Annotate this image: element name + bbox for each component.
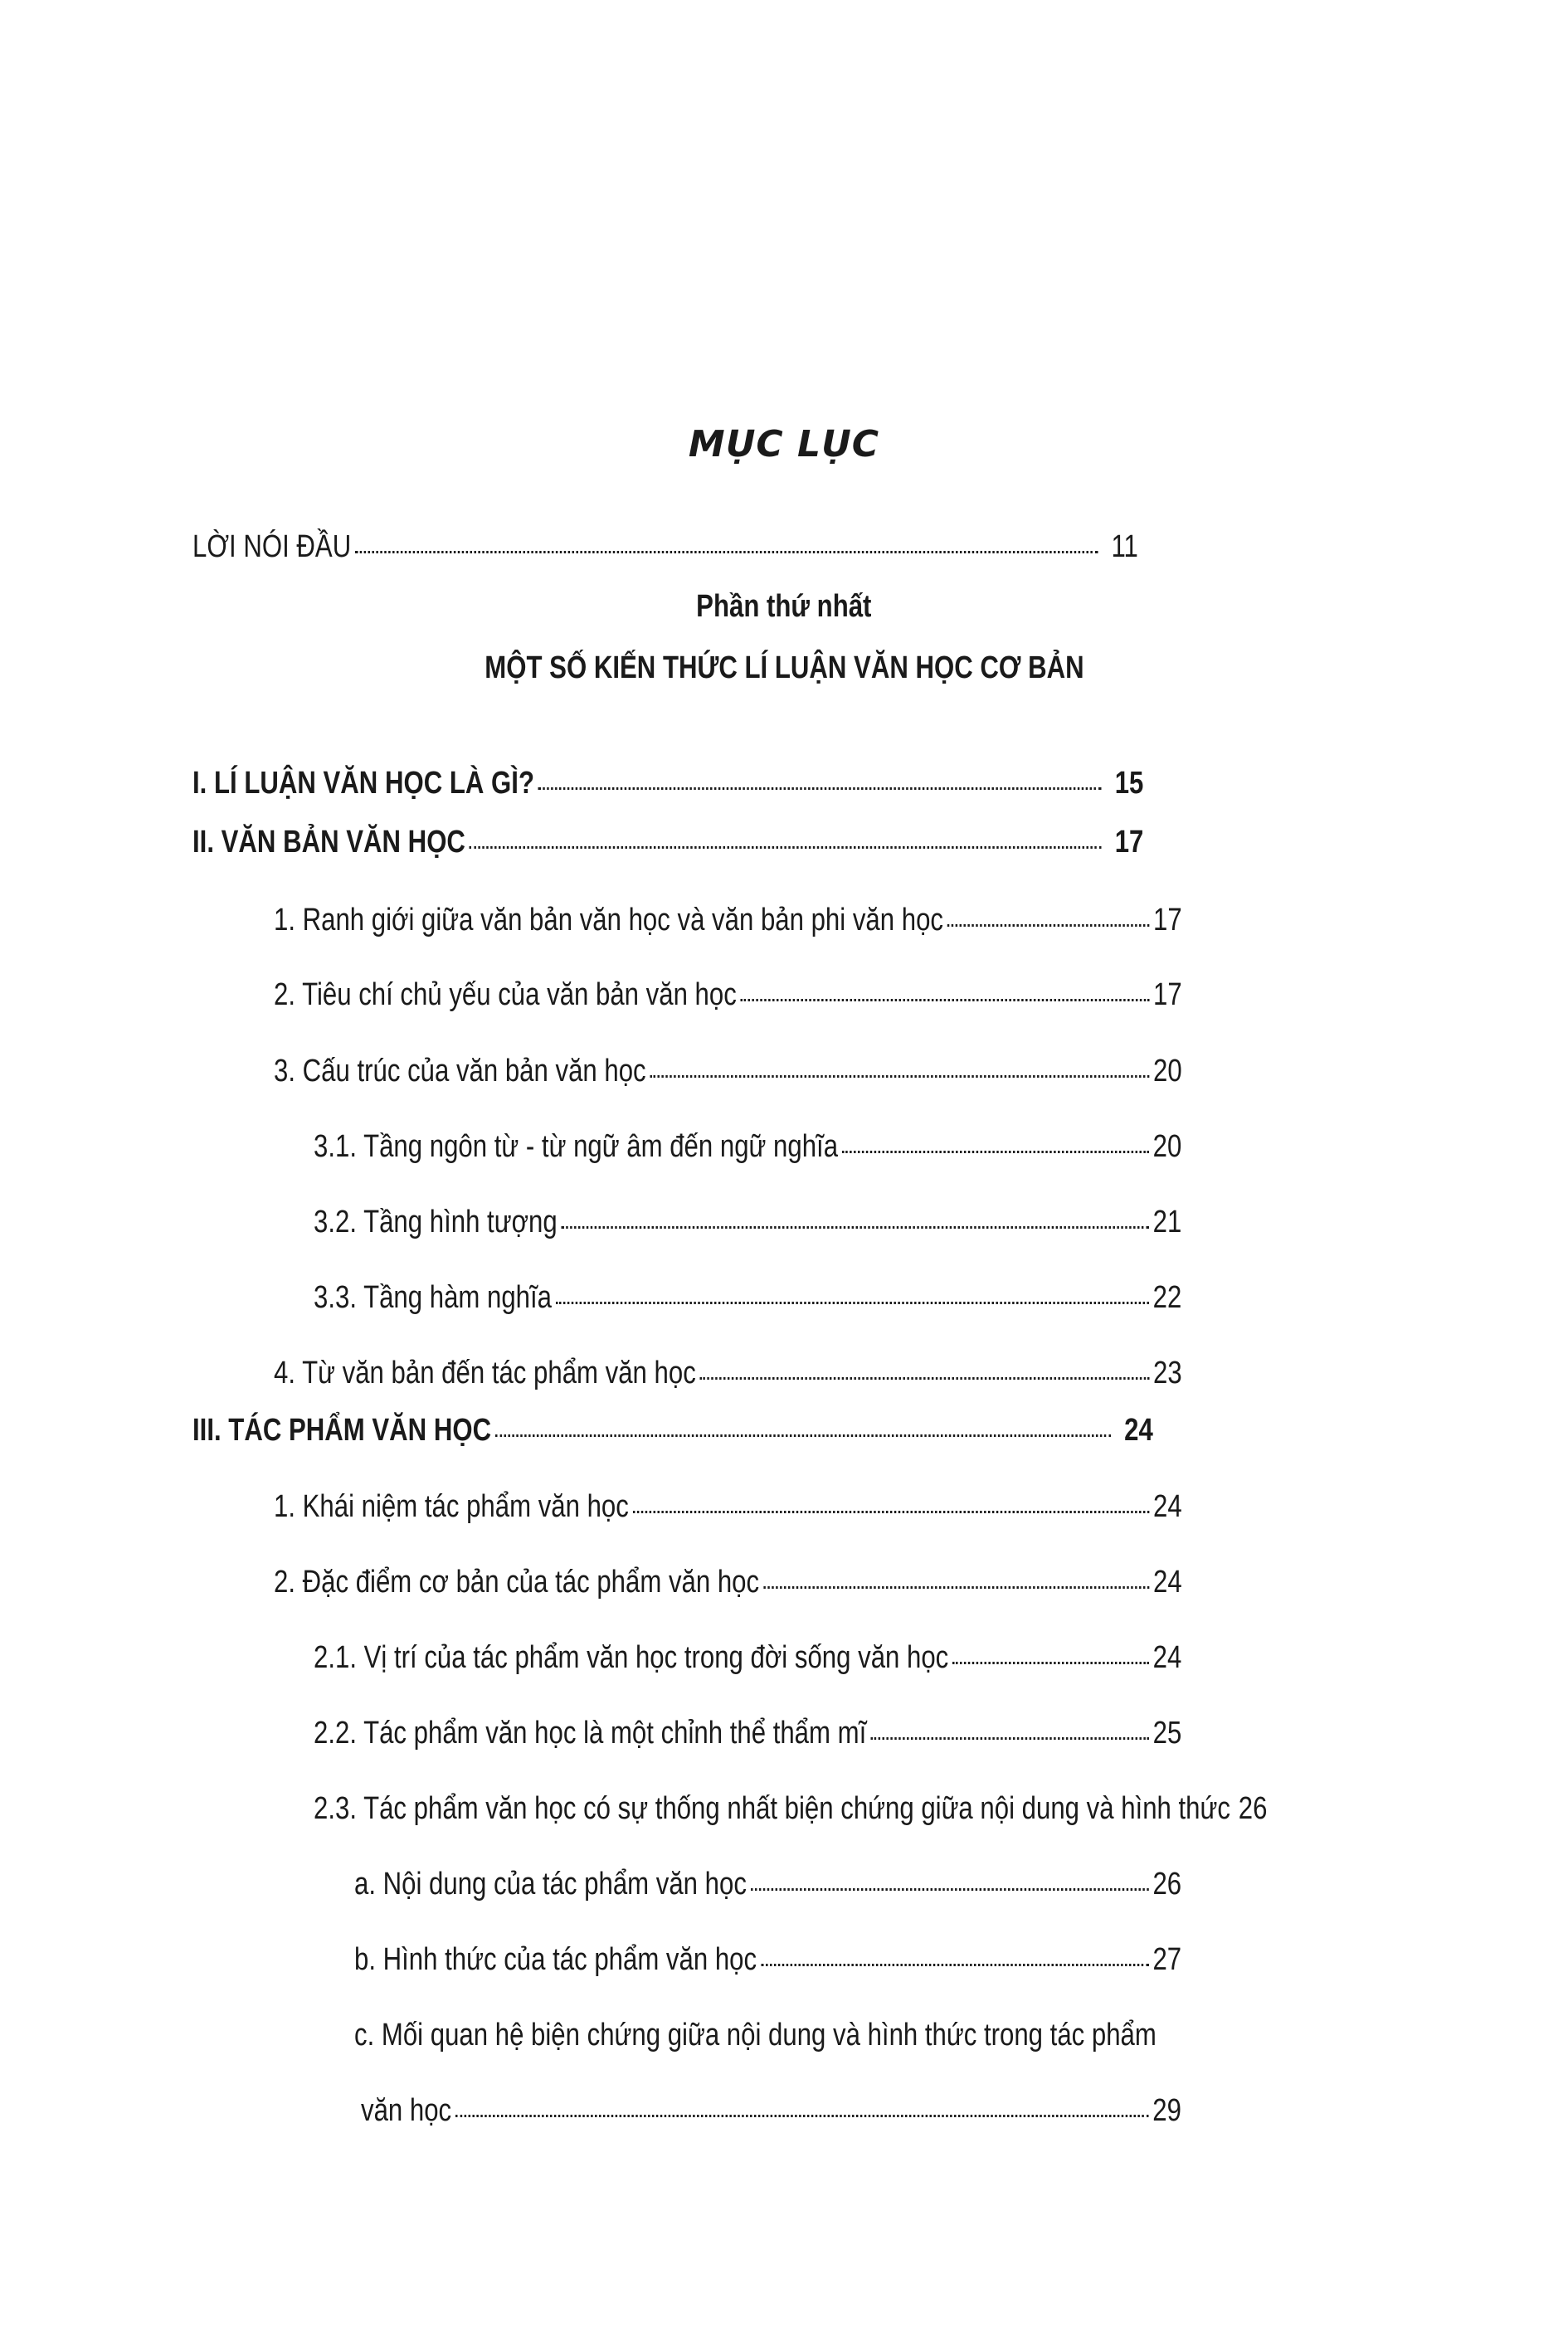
toc-entry-3-2-2[interactable] [314, 1717, 1181, 1749]
toc-entry-3-2-1[interactable] [314, 1642, 1181, 1673]
toc-entry-2-3-2[interactable] [314, 1206, 1181, 1238]
toc-entry-page: 26 [1152, 1867, 1182, 1902]
leader-dots [556, 1302, 1149, 1304]
toc-entry-label: 2. Đặc điểm cơ bản của tác phẩm văn học [274, 1565, 760, 1600]
toc-entry-page: 23 [1153, 1356, 1182, 1390]
leader-dots [870, 1737, 1149, 1740]
toc-entry-label: 3.3. Tầng hàm nghĩa [314, 1280, 552, 1315]
part-name: Phần thứ nhất [696, 589, 872, 624]
toc-entry-3-2-3-b[interactable] [354, 1944, 1181, 1975]
leader-dots [455, 2115, 1148, 2117]
leader-dots [751, 1888, 1149, 1891]
toc-entry-label: 1. Khái niệm tác phẩm văn học [274, 1489, 629, 1524]
toc-entry-page: 24 [1124, 1413, 1153, 1448]
toc-entry-label: 3. Cấu trúc của văn bản văn học [274, 1054, 646, 1088]
toc-entry-page: 22 [1152, 1280, 1182, 1315]
toc-entry-page: 11 [1111, 529, 1138, 564]
leader-dots [761, 1964, 1149, 1966]
part-subtitle-text: MỘT SỐ KIẾN THỨC LÍ LUẬN VĂN HỌC CƠ BẢN [484, 650, 1084, 685]
toc-entry-section-2[interactable] [192, 826, 1143, 858]
leader-dots [562, 1226, 1149, 1229]
toc-entry-page: 20 [1152, 1129, 1182, 1164]
toc-entry-section-3[interactable] [192, 1415, 1153, 1446]
toc-entry-label: 3.1. Tầng ngôn từ - từ ngữ âm đến ngữ nghĩa [314, 1129, 839, 1164]
toc-entry-label: 1. Ranh giới giữa văn bản văn học và văn bản phi văn học [274, 903, 943, 937]
toc-entry-label: 2. Tiêu chí chủ yếu của văn bản văn học [274, 977, 737, 1012]
toc-entry-3-2-3-c-cont[interactable] [361, 2095, 1181, 2126]
leader-dots [741, 999, 1149, 1001]
toc-entry-2-2[interactable] [274, 979, 1182, 1010]
toc-entry-page: 17 [1114, 825, 1144, 859]
leader-dots [470, 846, 1101, 849]
leader-dots [650, 1075, 1150, 1078]
leader-dots [633, 1511, 1149, 1513]
toc-entry-2-3[interactable] [274, 1055, 1182, 1087]
toc-entry-page: 17 [1153, 903, 1182, 937]
toc-entry-label: 2.3. Tác phẩm văn học có sự thống nhất biện chứng giữa nội dung và hình thức [314, 1791, 1230, 1826]
toc-entry-label: b. Hình thức của tác phẩm văn học [354, 1942, 757, 1977]
toc-entry-page: 17 [1153, 977, 1182, 1012]
toc-entry-preface[interactable] [192, 531, 1138, 562]
leader-dots [538, 787, 1101, 790]
toc-entry-label: III. TÁC PHẨM VĂN HỌC [192, 1413, 492, 1448]
toc-entry-page: 24 [1153, 1565, 1182, 1600]
toc-entry-section-1[interactable] [192, 767, 1143, 799]
toc-entry-label: II. VĂN BẢN VĂN HỌC [192, 825, 465, 859]
toc-entry-label: I. LÍ LUẬN VĂN HỌC LÀ GÌ? [192, 766, 534, 801]
leader-dots [842, 1151, 1149, 1153]
leader-dots [952, 1662, 1149, 1664]
part-heading [0, 591, 1568, 622]
toc-entry-page: 27 [1152, 1942, 1182, 1977]
toc-entry-label: 4. Từ văn bản đến tác phẩm văn học [274, 1356, 696, 1390]
toc-entry-3-2-3[interactable] [314, 1791, 1268, 1826]
part-subtitle [0, 652, 1568, 684]
leader-dots [700, 1377, 1149, 1380]
toc-entry-label: văn học [361, 2093, 452, 2128]
toc-entry-page: 21 [1152, 1205, 1182, 1239]
toc-entry-page: 25 [1152, 1716, 1182, 1751]
toc-entry-3-1[interactable] [274, 1491, 1182, 1522]
leader-dots [947, 924, 1149, 927]
page-title: MỤC LỤC [688, 423, 880, 465]
toc-entry-3-2-3-c[interactable]: c. Mối quan hệ biện chứng giữa nội dung và hình thức trong tác phẩm [354, 2018, 1157, 2053]
toc-entry-page: 29 [1152, 2093, 1181, 2128]
toc-entry-3-2[interactable] [274, 1566, 1182, 1598]
toc-entry-2-1[interactable] [274, 904, 1182, 936]
toc-entry-label: 3.2. Tầng hình tượng [314, 1205, 558, 1239]
toc-entry-page: 26 [1238, 1791, 1268, 1826]
toc-entry-label: 2.1. Vị trí của tác phẩm văn học trong đời sống văn học [314, 1640, 949, 1675]
toc-entry-page: 20 [1153, 1054, 1182, 1088]
leader-dots [763, 1586, 1149, 1589]
toc-entry-label: LỜI NÓI ĐẦU [192, 529, 352, 564]
toc-entry-3-2-3-a[interactable] [354, 1868, 1181, 1900]
leader-dots [495, 1434, 1111, 1437]
leader-dots [355, 551, 1098, 553]
toc-entry-page: 24 [1152, 1640, 1182, 1675]
toc-entry-2-4[interactable] [274, 1357, 1182, 1389]
toc-entry-page: 24 [1153, 1489, 1182, 1524]
toc-entry-label: 2.2. Tác phẩm văn học là một chỉnh thể thẩm mĩ [314, 1716, 867, 1751]
toc-entry-page: 15 [1114, 766, 1144, 801]
toc-entry-2-3-1[interactable] [314, 1131, 1181, 1162]
toc-entry-label: a. Nội dung của tác phẩm văn học [354, 1867, 747, 1902]
toc-entry-2-3-3[interactable] [314, 1282, 1181, 1313]
